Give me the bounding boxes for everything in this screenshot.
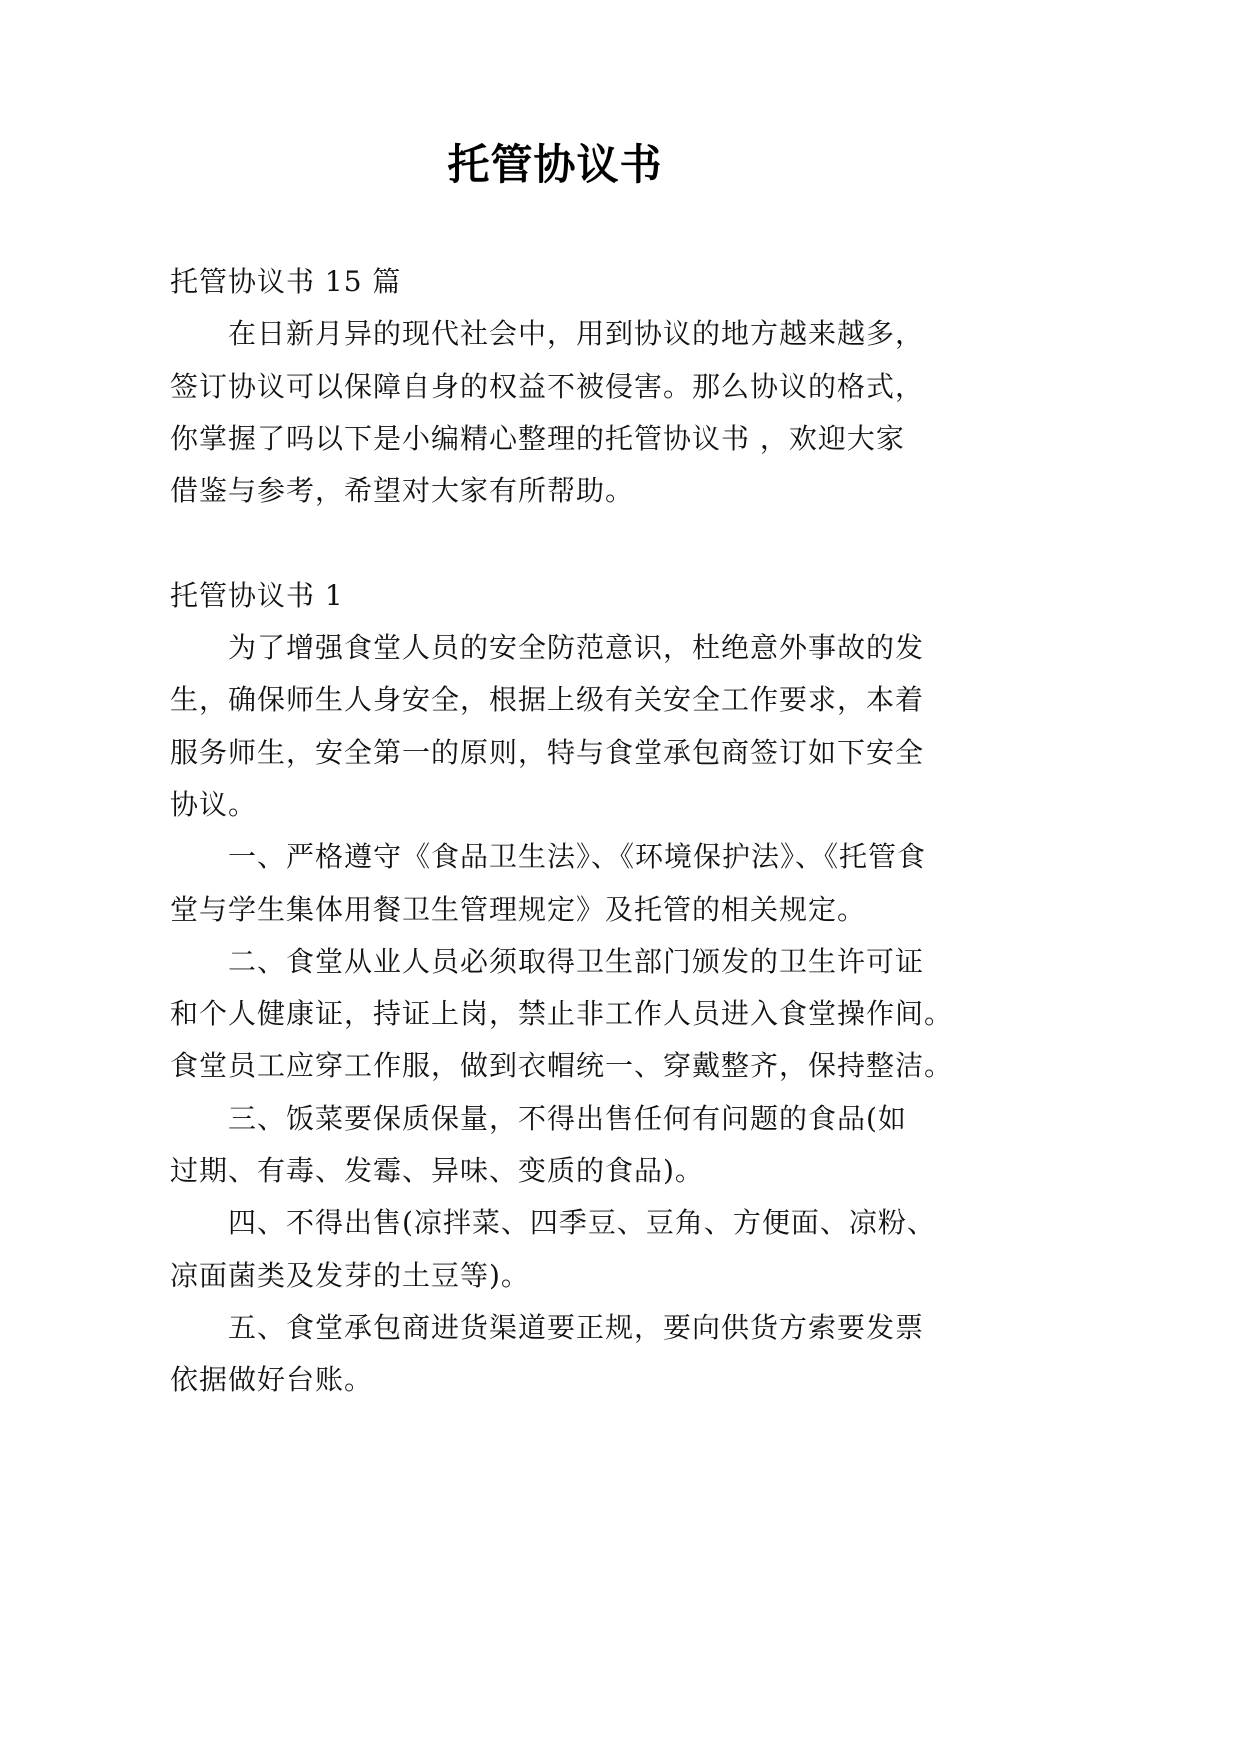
text-line: 服务师生，安全第一的原则，特与食堂承包商签订如下安全: [170, 735, 925, 769]
text-line: 生，确保师生人身安全，根据上级有关安全工作要求，本着: [170, 683, 925, 717]
document-body: [170, 256, 970, 1407]
blank-line: [170, 517, 970, 569]
text-line: 一、严格遵守《食品卫生法》、《环境保护法》、《托管食: [228, 840, 927, 874]
paragraph: [170, 1197, 970, 1302]
text-line: 你掌握了吗以下是小编精心整理的托管协议书 ，欢迎大家: [170, 421, 905, 455]
text-line: 依据做好台账。: [170, 1363, 374, 1397]
text-line: 在日新月异的现代社会中，用到协议的地方越来越多，: [228, 317, 925, 351]
text-line: 堂与学生集体用餐卫生管理规定》及托管的相关规定。: [170, 892, 867, 926]
text-line: 和个人健康证，持证上岗，禁止非工作人员进入食堂操作间。: [170, 997, 954, 1031]
paragraph: [170, 622, 970, 831]
text-line: 三、饭菜要保质保量，不得出售任何有问题的食品(如: [228, 1101, 907, 1135]
document-title: 托管协议书: [447, 140, 663, 189]
paragraph: [170, 1302, 970, 1407]
text-line: 凉面菌类及发芽的土豆等)。: [170, 1258, 530, 1292]
text-line: 为了增强食堂人员的安全防范意识，杜绝意外事故的发: [228, 631, 925, 665]
text-line: 五、食堂承包商进货渠道要正规，要向供货方索要发票: [228, 1310, 925, 1344]
paragraph: [170, 1093, 970, 1198]
text-line: 协议。: [170, 787, 258, 821]
paragraph: [170, 936, 970, 1093]
intro-paragraph: [170, 308, 970, 517]
text-line: 四、不得出售(凉拌菜、四季豆、豆角、方便面、凉粉、: [228, 1206, 936, 1240]
collection-heading: 托管协议书 15 篇: [170, 265, 402, 298]
text-line: 借鉴与参考，希望对大家有所帮助。: [170, 474, 635, 508]
text-line: 食堂员工应穿工作服，做到衣帽统一、穿戴整齐，保持整洁。: [170, 1049, 954, 1083]
text-line: 过期、有毒、发霉、异味、变质的食品)。: [170, 1154, 704, 1188]
text-line: 签订协议可以保障自身的权益不被侵害。那么协议的格式，: [170, 369, 925, 403]
text-line: 二、食堂从业人员必须取得卫生部门颁发的卫生许可证: [228, 944, 925, 978]
section-heading: 托管协议书 1: [170, 578, 344, 612]
paragraph: [170, 831, 970, 936]
